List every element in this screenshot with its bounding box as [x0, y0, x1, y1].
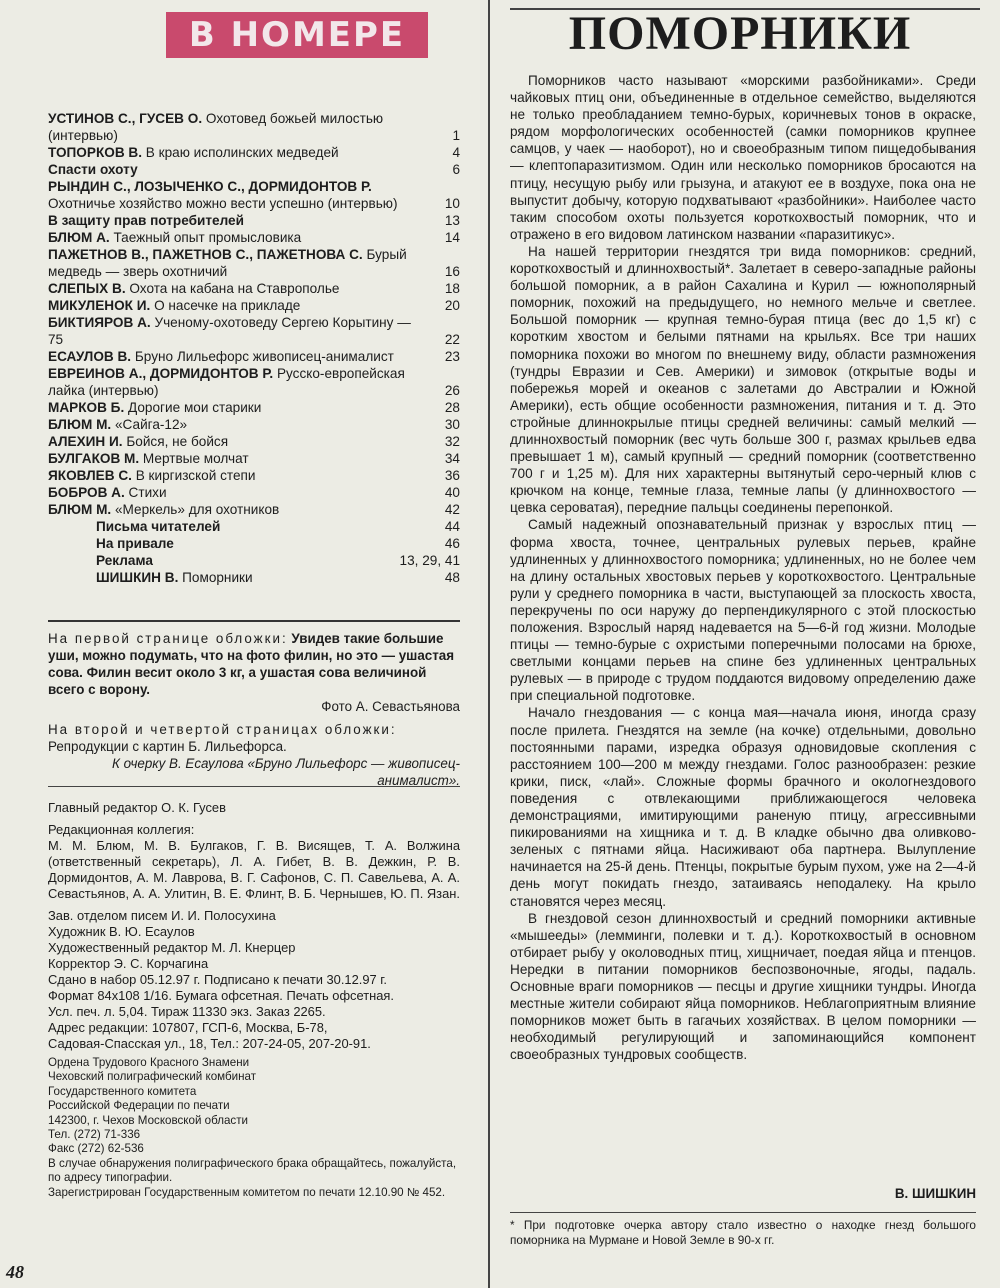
section-header: В НОМЕРЕ — [166, 12, 428, 58]
imprint — [48, 800, 460, 1200]
staff-line: Художник В. Ю. Есаулов — [48, 924, 195, 939]
toc-title: Дорогие мои старики — [128, 400, 262, 415]
toc-item — [48, 365, 460, 399]
toc-title: О насечке на прикладе — [154, 298, 301, 313]
printer-line: Факс (272) 62-536 — [48, 1142, 144, 1156]
article-body — [510, 72, 976, 1063]
column-divider — [488, 0, 490, 1288]
cover-note-second — [48, 721, 460, 755]
toc-item — [48, 178, 460, 212]
photo-credit: Фото А. Севастьянова — [321, 699, 460, 714]
toc-author: ПАЖЕТНОВ В., ПАЖЕТНОВ С., ПАЖЕТНОВА С. — [48, 247, 363, 262]
cover-first-text: Увидев такие большие уши, можно подумать, что на фото филин, но это — ушастая сова. Филин весит около 3 кг, а ушастая сова величиной всего с ворону. — [48, 631, 455, 697]
toc-author: БЛЮМ М. — [48, 502, 112, 517]
toc-item — [48, 552, 460, 569]
tech-line: Усл. печ. л. 5,04. Тираж 11330 экз. Заказ 2265. — [48, 1004, 326, 1019]
toc-title: Ученому-охотоведу Сергею Корытину — 75 — [48, 315, 411, 347]
toc-author: БУЛГАКОВ М. — [48, 451, 140, 466]
toc-item — [48, 433, 460, 450]
toc-author: ЯКОВЛЕВ С. — [48, 468, 132, 483]
toc-author: БЛЮМ А. — [48, 230, 110, 245]
toc-author: На привале — [96, 536, 174, 551]
cover-second-label: На второй и четвертой страницах обложки: — [48, 722, 397, 737]
tech-line: Сдано в набор 05.12.97 г. Подписано к печати 30.12.97 г. — [48, 972, 387, 987]
staff-line: Зав. отделом писем И. И. Полосухина — [48, 908, 276, 923]
article-paragraph: Самый надежный опознавательный признак у взрослых птиц — форма хвоста, точнее, центральных рулевых перьев, крайне удлиненных у длиннохвостого поморника; удлиненных, но не более чем на длину остальных хвостовых перьев у короткохвостого. Центральные рули у среднего поморника в части, выступающей за плоскость хвоста, перекручены по оси наружу до перпендикулярного с этой плоскостью положения. Взрослый наряд надевается на 5—6-й год жизни. Молодые птицы — темно-бурые с охристыми поперечными полосами на брюхе, светлыми концами перьев на спине без удлиненных центральных рулевых — в природе с трудом поддаются видовому определению даже при специальной подготовке. — [510, 517, 976, 704]
staff-list — [48, 908, 460, 972]
toc-title: Таежный опыт промысловика — [113, 230, 302, 245]
table-of-contents — [48, 110, 460, 586]
toc-item — [48, 518, 460, 535]
toc-page: 13 — [444, 213, 460, 228]
article-title: ПОМОРНИКИ — [568, 7, 912, 60]
printer-line: В случае обнаружения полиграфического брака обращайтесь, пожалуйста, по адресу типографии. — [48, 1156, 457, 1185]
toc-author: МАРКОВ Б. — [48, 400, 125, 415]
footnote: * При подготовке очерка автору стало известно о находке гнезд большого поморника на Мурмане и Новой Земле в 90-х гг. — [510, 1218, 976, 1247]
toc-title: «Меркель» для охотников — [114, 502, 280, 517]
divider — [48, 620, 460, 622]
board-members: М. М. Блюм, М. В. Булгаков, Г. В. Висящев, Т. А. Волжина (ответственный секретарь), Л. А. Гибет, В. В. Дежкин, Р. В. Дормидонтов, А. М. Лаврова, В. Г. Сафонов, С. П. Савельева, А. А. Севастьянов, А. А. Улитин, В. Е. Флинт, В. Б. Чернышев, Ю. П. Язан. — [48, 838, 460, 901]
toc-author: Спасти охоту — [48, 162, 138, 177]
toc-item — [48, 467, 460, 484]
toc-title: Бурый медведь — зверь охотничий — [48, 247, 407, 279]
toc-author: ТОПОРКОВ В. — [48, 145, 143, 160]
printer-line: Зарегистрирован Государственным комитетом по печати 12.10.90 № 452. — [48, 1185, 446, 1199]
toc-page: 34 — [444, 451, 460, 466]
toc-title: Бруно Лильефорс живописец-анималист — [134, 349, 394, 364]
chief-editor: Главный редактор О. К. Гусев — [48, 800, 226, 815]
toc-item — [48, 229, 460, 246]
toc-title: Охотовед божьей милостью (интервью) — [48, 111, 384, 143]
board-label: Редакционная коллегия: — [48, 822, 195, 837]
footnote-rule — [510, 1212, 976, 1213]
toc-page: 23 — [444, 349, 460, 364]
toc-title: Поморники — [182, 570, 253, 585]
printer-line: 142300, г. Чехов Московской области — [48, 1113, 249, 1127]
printer-info — [48, 1056, 460, 1200]
toc-item — [48, 280, 460, 297]
toc-title: В киргизской степи — [135, 468, 256, 483]
toc-page: 32 — [444, 434, 460, 449]
toc-page: 26 — [444, 383, 460, 398]
toc-page: 1 — [452, 128, 460, 143]
toc-author: АЛЕХИН И. — [48, 434, 123, 449]
toc-page: 44 — [444, 519, 460, 534]
print-details — [48, 972, 460, 1052]
toc-page: 20 — [444, 298, 460, 313]
tech-line: Адрес редакции: 107807, ГСП-6, Москва, Б-78, — [48, 1020, 328, 1035]
toc-item — [48, 399, 460, 416]
toc-page: 16 — [444, 264, 460, 279]
article-paragraph: Поморников часто называют «морскими разбойниками». Среди чайковых птиц они, объединенные в отдельное семейство, выделяются не только преобладанием темно-бурых, коричневых тонов в окраске, рядом морфологических особенностей (самки поморников крупнее самцов, у чаек — наоборот), но и своеобразным типом пищедобывания — клептопаразитизмом. Один или несколько поморников бросаются на птицу, несущую рыбу или грызуна, и атакуют ее в воздухе, пока она не выпустит добычу, которую подхватывают «разбойники». Наиболее часто таким способом охоты пользуется короткохвостый поморник, что и отражено в его видовом латинском названии «паразитикус». — [510, 73, 976, 242]
article-paragraph: Начало гнездования — с конца мая—начала июня, иногда сразу после прилета. Гнездятся на земле (на кочке) отдельными, довольно постоянными парами, изредка образуя одновидовые скопления с расстоянием 100—200 м между гнездами. Голос разнообразен: резкие крики, писк, «лай». Сложные формы брачного и окологнездового поведения с отвлекающими приближающегося человека демонстрациями, имитирующими раненую птицу, агрессивными пикированиями на хищника и т. д. В кладке обычно два оливково-зеленых с пятнами яйца. Насиживают оба партнера. Вылупление начинается на 25-й день. Птенцы, покрытые бурым пухом, уже на 2—4-й день могут покидать гнездо, затаиваясь неподалеку. На крыло становятся через месяц. — [510, 705, 976, 909]
page-number: 48 — [6, 1262, 24, 1282]
toc-page: 10 — [444, 196, 460, 211]
left-column — [6, 0, 466, 1288]
toc-author: СЛЕПЫХ В. — [48, 281, 126, 296]
toc-author: МИКУЛЕНОК И. — [48, 298, 151, 313]
toc-title: Русско-европейская лайка (интервью) — [48, 366, 405, 398]
toc-item — [48, 110, 460, 144]
toc-item — [48, 246, 460, 280]
toc-item — [48, 501, 460, 518]
toc-author: БОБРОВ А. — [48, 485, 125, 500]
cover-notes — [48, 630, 460, 789]
toc-title: «Сайга-12» — [114, 417, 188, 432]
article-paragraph: В гнездовой сезон длиннохвостый и средний поморники активные «мышееды» (лемминги, полевки и т. д.). Короткохвостый в основном отбирает рыбу у околоводных птиц, хищничает, поедая яйца и птенцов. Нередки в питании поморников беспозвоночные, ягоды, падаль. Основные враги поморников — песцы и другие хищники тундры. Иногда местные жители собирают яйца поморников. Неблагоприятным влияние поморников может быть в гагачьих хозяйствах. В целом поморники — необходимый регулирующий и запоминающийся компонент своеобразных тундровых сообществ. — [510, 910, 976, 1063]
toc-page: 22 — [444, 332, 460, 347]
toc-author: ЕВРЕИНОВ А., ДОРМИДОНТОВ Р. — [48, 366, 274, 381]
toc-page: 48 — [444, 570, 460, 585]
toc-item — [48, 450, 460, 467]
toc-title: Бойся, не бойся — [126, 434, 229, 449]
cover-first-label: На первой странице обложки: — [48, 631, 288, 646]
tech-line: Садовая-Спасская ул., 18, Тел.: 207-24-05, 207-20-91. — [48, 1036, 371, 1051]
toc-item — [48, 348, 460, 365]
toc-title: Стихи — [128, 485, 167, 500]
printer-line: Государственного комитета — [48, 1084, 197, 1098]
printer-line: Российской Федерации по печати — [48, 1099, 230, 1113]
toc-page: 36 — [444, 468, 460, 483]
staff-line: Художественный редактор М. Л. Кнерцер — [48, 940, 296, 955]
toc-author: Реклама — [96, 553, 153, 568]
toc-author: УСТИНОВ С., ГУСЕВ О. — [48, 111, 203, 126]
toc-item — [48, 314, 460, 348]
toc-page: 42 — [444, 502, 460, 517]
toc-item — [48, 161, 460, 178]
article-paragraph: На нашей территории гнездятся три вида поморников: средний, короткохвостый и длиннохвостый*. Залетает в северо-западные районы большой поморник, а в район Сахалина и Курил — южнополярный поморник, похожий на предыдущего, но немного мельче и светлее. Большой поморник — крупная темно-бурая птица (вес до 1,5 кг) с коротким хвостом и белыми пятнами на крыльях. Все три наших поморника похожи во многом по внешнему виду, области размножения (тундры Евразии и Сев. Америки) и зимовок (открытые воды и побережья морей и океанов с залетами до Австралии и Южной Америки), есть общие особенности размножения, питания и т. д. Это стройные длиннокрылые птицы средней величины: самый мелкий — длиннохвостый поморник (вес чуть больше 300 г, размах крыльев едва превышает 1 м), самый крупный — средний поморник (соответственно 700 г и 1,25 м). Для них характерны вытянутый серо-черный клюв с крючком на конце, темные глаза, темные лапы (у длиннохвостого — цевка сероватая), передние пальцы соединены перепонкой. — [510, 243, 976, 516]
article-author: В. ШИШКИН — [894, 1186, 976, 1201]
toc-author: БИКТИЯРОВ А. — [48, 315, 151, 330]
cover-note-first — [48, 630, 460, 698]
toc-page: 18 — [444, 281, 460, 296]
toc-title: Охотничье хозяйство можно вести успешно (интервью) — [48, 196, 398, 211]
toc-page: 13, 29, 41 — [399, 553, 460, 568]
cover-second-text: Репродукции с картин Б. Лильефорса. — [48, 739, 287, 754]
toc-item — [48, 484, 460, 501]
toc-item — [48, 144, 460, 161]
toc-author: ЕСАУЛОВ В. — [48, 349, 132, 364]
divider — [48, 786, 460, 787]
printer-line: Тел. (272) 71-336 — [48, 1128, 141, 1142]
cover-second-credit: К очерку В. Есаулова «Бруно Лильефорс — живописец-анималист». — [112, 756, 460, 788]
toc-item — [48, 212, 460, 229]
toc-author: Письма читателей — [96, 519, 221, 534]
tech-line: Формат 84x108 1/16. Бумага офсетная. Печать офсетная. — [48, 988, 394, 1003]
printer-line: Чеховский полиграфический комбинат — [48, 1070, 257, 1084]
toc-author: БЛЮМ М. — [48, 417, 112, 432]
toc-author: В защиту прав потребителей — [48, 213, 244, 228]
toc-page: 40 — [444, 485, 460, 500]
toc-item — [48, 569, 460, 586]
printer-line: Ордена Трудового Красного Знамени — [48, 1056, 250, 1069]
toc-page: 6 — [452, 162, 460, 177]
toc-item — [48, 416, 460, 433]
toc-page: 30 — [444, 417, 460, 432]
toc-title: Мертвые молчат — [142, 451, 249, 466]
toc-item — [48, 297, 460, 314]
toc-item — [48, 535, 460, 552]
toc-page: 14 — [444, 230, 460, 245]
toc-title: В краю исполинских медведей — [145, 145, 339, 160]
toc-author: РЫНДИН С., ЛОЗЫЧЕНКО С., ДОРМИДОНТОВ Р. — [48, 179, 372, 194]
toc-title: Охота на кабана на Ставрополье — [129, 281, 340, 296]
toc-page: 4 — [452, 145, 460, 160]
toc-page: 28 — [444, 400, 460, 415]
toc-author: ШИШКИН В. — [96, 570, 179, 585]
staff-line: Корректор Э. С. Корчагина — [48, 956, 209, 971]
toc-page: 46 — [444, 536, 460, 551]
